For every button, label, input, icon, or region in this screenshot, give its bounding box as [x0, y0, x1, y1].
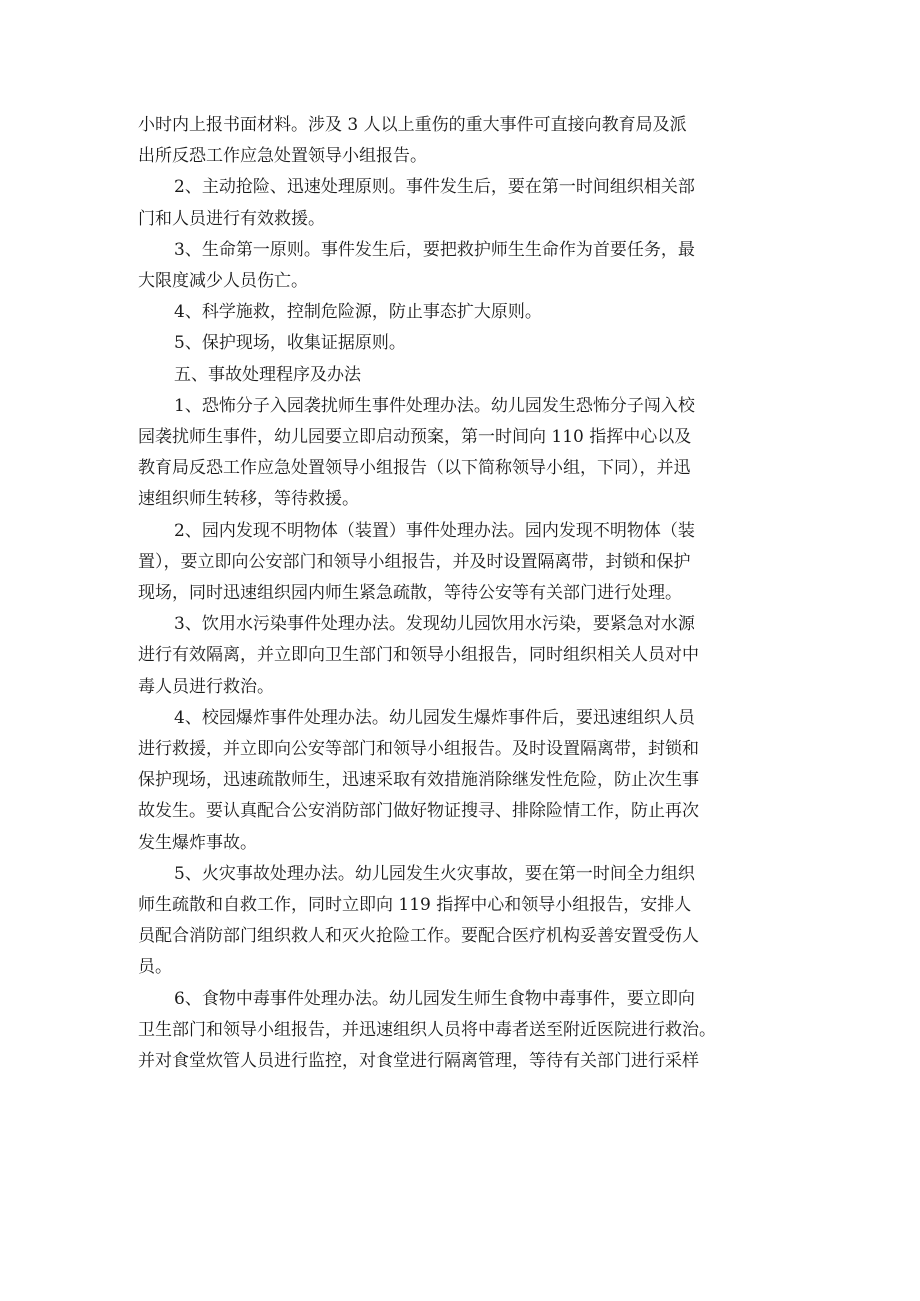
text-line: 3、饮用水污染事件处理办法。发现幼儿园饮用水污染，要紧急对水源 — [174, 614, 695, 635]
text-line: 5、保护现场，收集证据原则。 — [174, 333, 406, 354]
text-line: 师生疏散和自救工作，同时立即向 119 指挥中心和领导小组报告，安排人 — [138, 895, 692, 916]
text-line: 员配合消防部门组织救人和灭火抢险工作。要配合医疗机构妥善安置受伤人 — [138, 926, 699, 947]
text-line: 4、校园爆炸事件处理办法。幼儿园发生爆炸事件后，要迅速组织人员 — [174, 707, 695, 728]
text-line: 2、主动抢险、迅速处理原则。事件发生后，要在第一时间组织相关部 — [174, 177, 695, 198]
text-line: 进行有效隔离，并立即向卫生部门和领导小组报告，同时组织相关人员对中 — [138, 645, 699, 666]
text-line: 大限度减少人员伤亡。 — [138, 271, 308, 292]
text-line: 4、科学施救，控制危险源，防止事态扩大原则。 — [174, 302, 542, 323]
text-line: 五、事故处理程序及办法 — [174, 364, 361, 385]
text-line: 园袭扰师生事件，幼儿园要立即启动预案，第一时间向 110 指挥中心以及 — [138, 427, 692, 448]
text-line: 1、恐怖分子入园袭扰师生事件处理办法。幼儿园发生恐怖分子闯入校 — [174, 395, 695, 416]
text-line: 小时内上报书面材料。涉及 3 人以上重伤的重大事件可直接向教育局及派 — [138, 115, 687, 135]
text-line: 3、生命第一原则。事件发生后，要把救护师生生命作为首要任务，最 — [174, 239, 695, 260]
text-line: 门和人员进行有效救援。 — [138, 208, 325, 229]
document-body — [138, 110, 788, 1077]
text-line: 现场，同时迅速组织园内师生紧急疏散，等待公安等有关部门进行处理。 — [138, 583, 682, 604]
text-line: 发生爆炸事故。 — [138, 832, 257, 853]
text-line: 置），要立即向公安部门和领导小组报告，并及时设置隔离带，封锁和保护 — [138, 551, 691, 572]
text-line: 毒人员进行救治。 — [138, 676, 274, 697]
text-line: 速组织师生转移，等待救援。 — [138, 489, 359, 510]
text-line: 教育局反恐工作应急处置领导小组报告（以下简称领导小组，下同），并迅 — [138, 458, 691, 479]
text-line: 2、园内发现不明物体（装置）事件处理办法。园内发现不明物体（装 — [174, 520, 695, 541]
text-line: 保护现场，迅速疏散师生，迅速采取有效措施消除继发性危险，防止次生事 — [138, 770, 699, 791]
text-line: 故发生。要认真配合公安消防部门做好物证搜寻、排除险情工作，防止再次 — [138, 801, 699, 822]
text-line: 进行救援，并立即向公安等部门和领导小组报告。及时设置隔离带，封锁和 — [138, 739, 699, 760]
text-line: 6、食物中毒事件处理办法。幼儿园发生师生食物中毒事件，要立即向 — [174, 988, 695, 1009]
text-line: 员。 — [138, 957, 172, 978]
text-line: 卫生部门和领导小组报告，并迅速组织人员将中毒者送至附近医院进行救治。 — [138, 1019, 716, 1040]
text-line: 并对食堂炊管人员进行监控，对食堂进行隔离管理，等待有关部门进行采样 — [138, 1051, 699, 1072]
text-line: 出所反恐工作应急处置领导小组报告。 — [138, 146, 427, 167]
text-line: 5、火灾事故处理办法。幼儿园发生火灾事故，要在第一时间全力组织 — [174, 863, 695, 884]
